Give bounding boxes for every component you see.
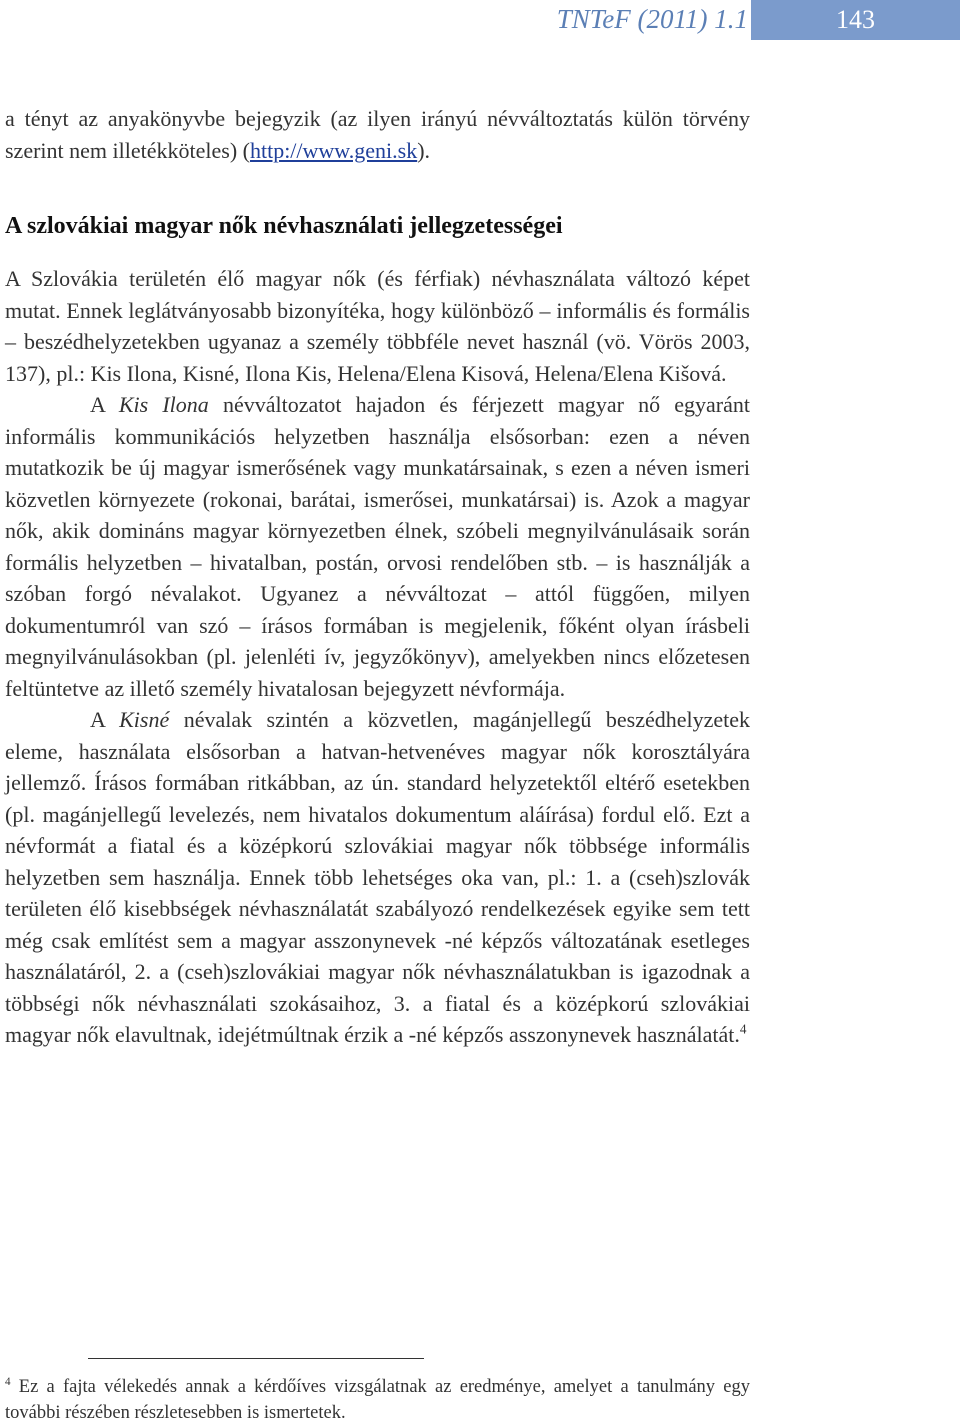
intro-text: a tényt az anyakönyvbe bejegyzik (az ilyen irányú névváltoztatás külön törvény szerint nem illetékköteles) (	[5, 106, 750, 163]
page-number: 143	[751, 0, 960, 40]
geni-link[interactable]: http://www.geni.sk	[249, 137, 418, 163]
footnote-marker: 4	[5, 1375, 11, 1388]
intro-paragraph	[5, 103, 750, 166]
paragraph-2	[5, 389, 750, 704]
paragraph-2-name: Kis Ilona	[118, 392, 209, 417]
footnote-text: Ez a fajta vélekedés annak a kérdőíves vizsgálatnak az eredménye, amelyet a tanulmány egy további részében részletesebben is ismertetek.	[5, 1377, 750, 1423]
paragraph-1: A Szlovákia területén élő magyar nők (és férfiak) névhasználata változó képet mutat. Ennek leglátványosabb bizonyítéka, hogy különböző – informális és formális – beszédhelyzetekben ugyanaz a személy többféle nevet használ (vö. Vörös 2003, 137), pl.: Kis Ilona, Kisné, Ilona Kis, Helena/Elena Kisová, Helena/Elena Kišová.	[5, 266, 750, 386]
journal-reference: TNTeF (2011) 1.1	[556, 4, 748, 34]
footnote	[5, 1374, 750, 1426]
footnote-divider	[88, 1358, 424, 1359]
paragraph-3-lead: A	[90, 707, 105, 732]
paragraph-3-name: Kisné	[119, 707, 170, 732]
paragraph-2-text: névváltozatot hajadon és férjezett magyar nő egyaránt informális kommunikációs helyzetben használja elsősorban: ezen a néven mutatkozik be új magyar ismerősének vagy munkatársainak, s ezen a néven ismeri közvetlen környezete (rokonai, barátai, ismerősei, munkatársai) is. Azok a magyar nők, akik domináns magyar környezetben élnek, szóbeli megnyilvánulásaik során formális helyzetben – hivatalban, postán, orvosi rendelőben stb. – is használják a szóban forgó névalakot. Ugyanez a névváltozat – attól függően, milyen dokumentumról van szó – írásos formában is megjelenik, főként olyan írásbeli megnyilvánulásokban (pl. jelenléti ív, jegyzőkönyv), amelyekben nincs előzetesen feltüntetve az illető személy hivatalosan bejegyzett névformája.	[5, 392, 751, 701]
footnote-reference[interactable]: 4	[739, 1021, 747, 1037]
paragraph-3-text: névalak szintén a közvetlen, magánjellegű beszédhelyzetek eleme, használata elsősorban a hatvan-hetvenéves magyar nők korosztályára jellemző. Írásos formában ritkábban, az ún. standard helyzetektől eltérő esetekben (pl. magánjellegű levelezés, nem hivatalos dokumentum aláírása) fordul elő. Ezt a névformát a fiatal és a középkorú szlovákiai magyar nők többsége informális helyzetben sem használja. Ennek több lehetséges oka van, pl.: 1. a (cseh)szlovák területen élő kisebbségek névhasználatát szabályozó rendelkezések egyike sem tett még csak említést sem a magyar asszonynevek -né képzős változatának esetleges használatáról, 2. a (cseh)szlovákiai magyar nők névhasználatukban is igazodnak a többségi nők névhasználati szokásaihoz, 3. a fiatal és a középkorú szlovákiai magyar nők elavultnak, idejétmúltnak érzik a -né képzős asszonynevek használatát.	[5, 707, 751, 1047]
paragraph-3	[5, 704, 750, 1051]
intro-after: ).	[417, 137, 431, 163]
page-body	[5, 103, 750, 1051]
page-header	[0, 0, 960, 40]
section-heading: A szlovákiai magyar nők névhasználati jellegzetességei	[5, 213, 563, 239]
paragraph-2-lead: A	[90, 392, 105, 417]
